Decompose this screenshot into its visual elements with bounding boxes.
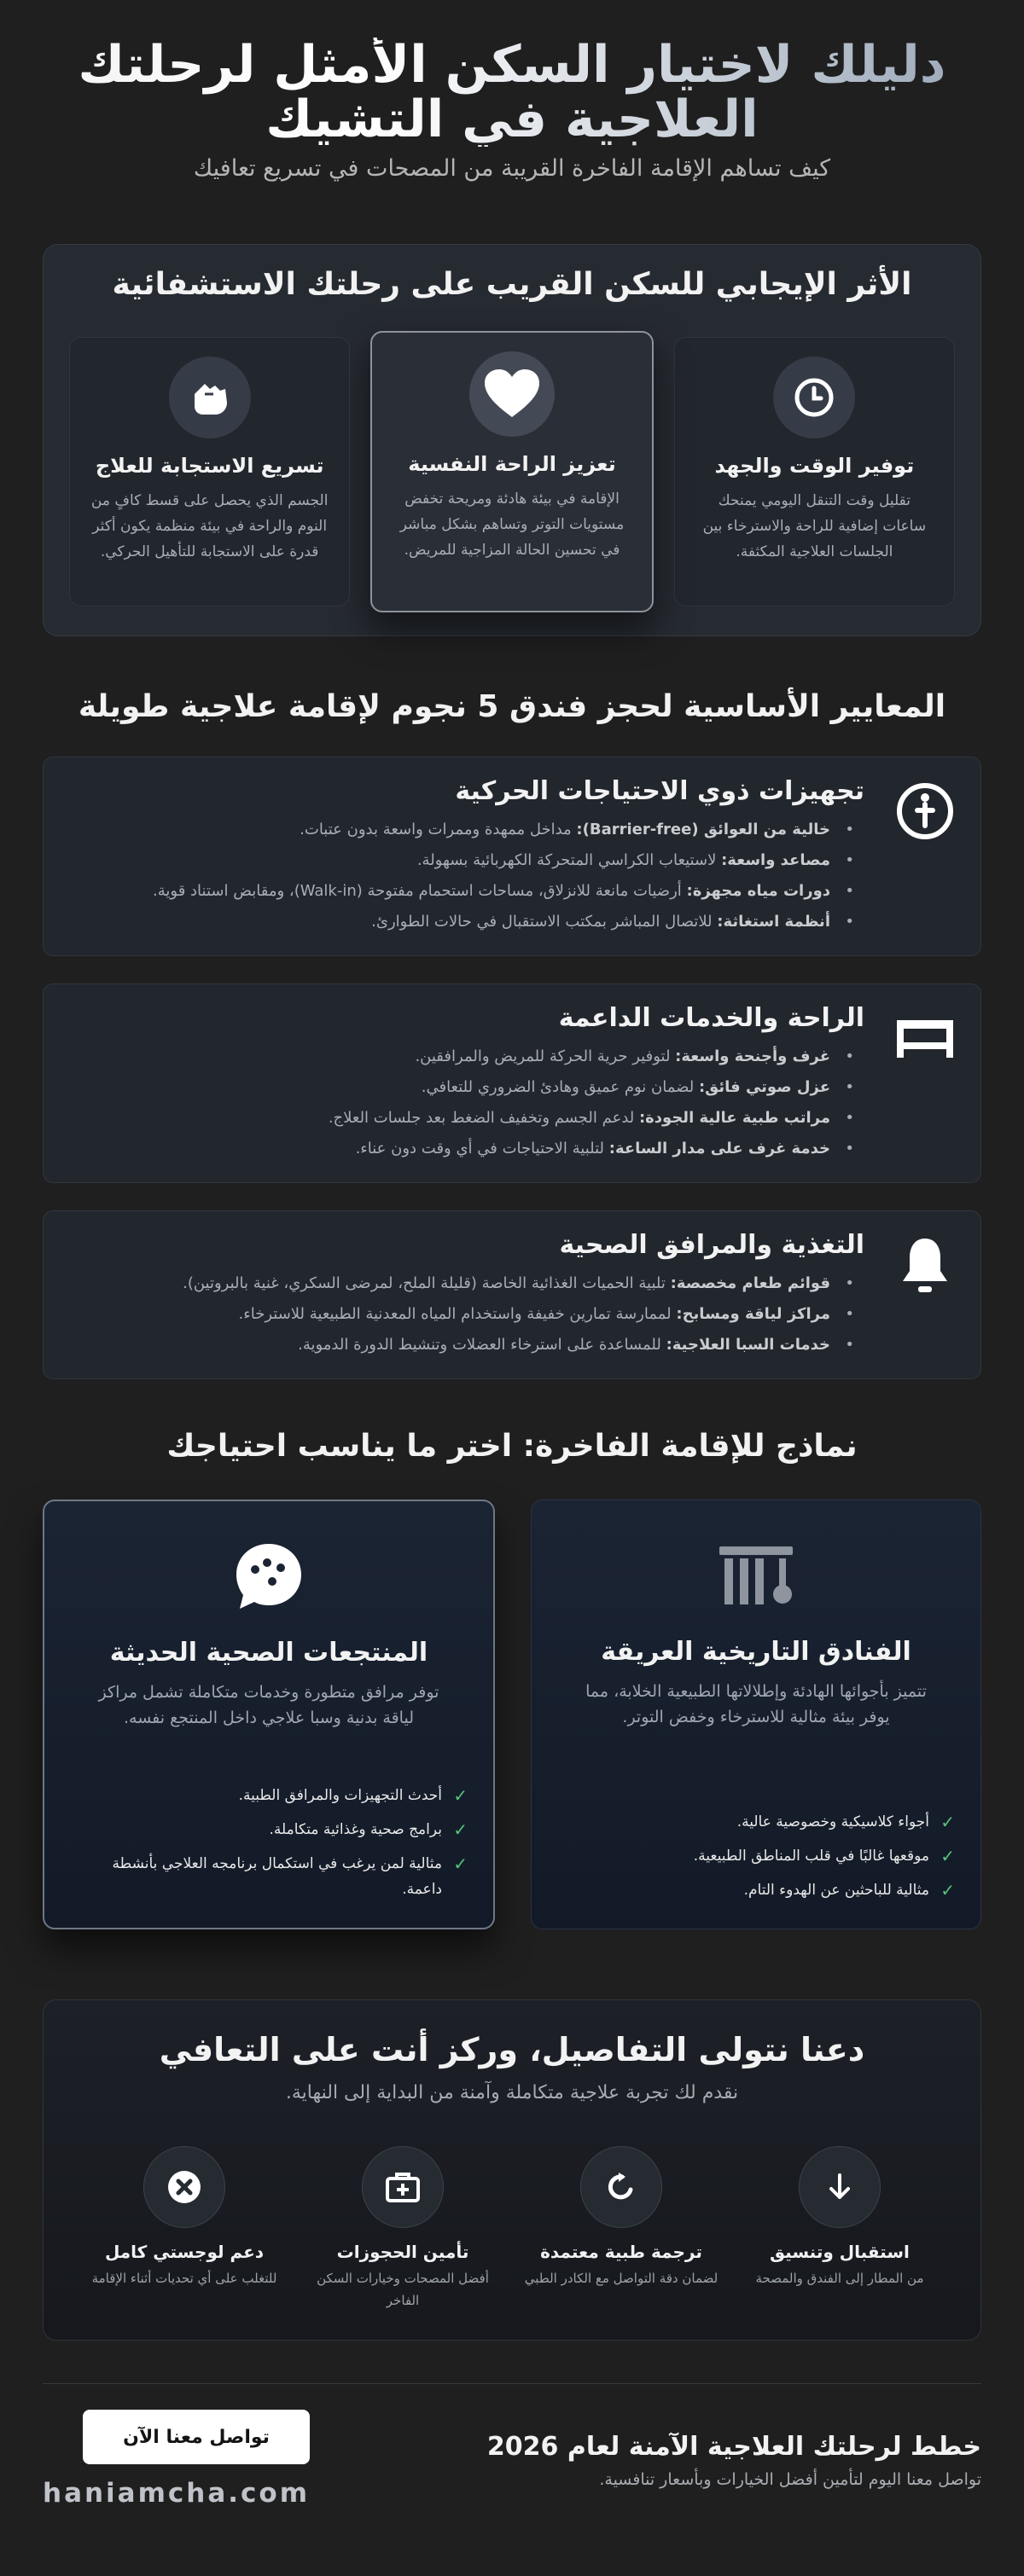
historic-building-icon [713,1533,799,1618]
model-card-text: تتميز بأجوائها الهادئة وإطلالاتها الطبيعية الخلابة، مما يوفر بيئة مثالية للاسترخاء وخفض التوتر. [585,1682,927,1726]
list-item: • عزل صوتي فائق: لضمان نوم عميق وهادئ الضروري للتعافي. [69,1072,854,1103]
service-step-title: دعم لوجستي كامل [104,2242,265,2262]
criteria-title: المعايير الأساسية لحجز فندق 5 نجوم لإقامة علاجية طويلة [78,689,946,724]
impact-card-text: تقليل وقت التنقل اليومي يمنحك ساعات إضافية للراحة والاسترخاء بين الجلسات العلاجية المكثفة. [702,492,927,560]
list-item: ✓ أجواء كلاسيكية وخصوصية عالية. [557,1809,955,1835]
model-feature-list [557,1801,955,1903]
list-item: • دورات مياه مجهزة: أرضيات مانعة للانزلاق، مساحات استحمام مفتوحة (Walk-in)، ومقابض استناد قوية. [69,876,854,907]
impact-card-title: تسريع الاستجابة للعلاج [95,454,324,478]
criteria-card-nutrition [43,1210,981,1379]
arrow-down-icon [799,2146,881,2228]
impact-card-text: الجسم الذي يحصل على قسط كافٍ من النوم والراحة في بيئة منظمة يكون أكثر قدرة على الاستجابة للتأهيل الحركي. [90,492,329,560]
footer-cta-group [43,2410,310,2509]
list-item: • خدمات السبا العلاجية: للمساعدة على استرخاء العضلات وتنشيط الدورة الدموية. [69,1330,854,1361]
list-item: • غرف وأجنحة واسعة: لتوفير حرية الحركة للمريض والمرافقين. [69,1041,854,1072]
service-step-booking [305,2146,501,2312]
impact-cards [69,331,955,612]
model-card-text: توفر مرافق متطورة وخدمات متكاملة تشمل مراكز لياقة بدنية وسبا علاجي داخل المنتجع نفسه. [98,1683,439,1727]
criteria-list [69,815,864,937]
impact-card-response [69,337,350,606]
service-step-text: لضمان دقة التواصل مع الكادر الطبي [524,2271,719,2286]
criteria-card-title: التغذية والمرافق الصحية [559,1230,864,1260]
heart-icon [469,351,555,437]
footer-text [487,2410,981,2489]
model-card-title: المنتجعات الصحية الحديثة [109,1638,428,1668]
criteria-card-title: تجهيزات ذوي الاحتياجات الحركية [455,776,864,806]
criteria-card-title: الراحة والخدمات الداعمة [558,1003,864,1033]
models-title: نماذج للإقامة الفاخرة: اختر ما يناسب احتياجك [166,1429,858,1464]
impact-card-text: الإقامة في بيئة هادئة ومريحة تخفض مستويات التوتر وتساهم بشكل مباشر في تحسين الحالة المزاجية للمريض. [399,490,625,559]
service-title: دعنا نتولى التفاصيل، وركز أنت على التعافي [159,2031,865,2068]
fist-icon [169,357,251,438]
impact-title: الأثر الإيجابي للسكن القريب على رحلتك الاستشفائية [112,267,912,302]
refresh-icon [580,2146,662,2228]
bell-icon [895,1235,955,1295]
list-item: • خدمة غرف على مدار الساعة: لتلبية الاحتياجات في أي وقت دون عناء. [69,1134,854,1164]
footer [43,2384,981,2509]
list-item: • مراكز لياقة ومسابح: لممارسة تمارين خفيفة واستخدام المياه المعدنية الطبيعية للاسترخاء. [69,1299,854,1330]
impact-card-comfort [370,331,653,612]
list-item: • مراتب طبية عالية الجودة: لدعم الجسم وتخفيف الضغط بعد جلسات العلاج. [69,1103,854,1134]
clock-icon [773,357,855,438]
list-item: ✓ مثالية لمن يرغب في استكمال برنامجه العلاجي بأنشطة داعمة. [70,1851,468,1902]
service-step-support [86,2146,282,2312]
impact-card-title: تعزيز الراحة النفسية [408,452,616,476]
list-item: • قوائم طعام مخصصة: تلبية الحميات الغذائية الخاصة (قليلة الملح، لمرضى السكري، غنية بالبروتين). [69,1268,854,1299]
service-step-title: تأمين الحجوزات [336,2242,469,2262]
impact-section [43,244,981,636]
service-step-text: أفضل المصحات وخيارات السكن الفاخر [317,2271,489,2308]
check-icon: ✓ [940,1846,955,1866]
check-icon: ✓ [940,1880,955,1900]
check-icon: ✓ [453,1819,468,1840]
page-subtitle: كيف تساهم الإقامة الفاخرة القريبة من المصحات في تسريع تعافيك [193,155,831,182]
check-icon: ✓ [940,1812,955,1832]
list-item: • خالية من العوائق (Barrier-free): مداخل ممهدة وممرات واسعة بدون عتبات. [69,815,854,845]
service-steps [69,2146,955,2312]
service-step-title: ترجمة طبية معتمدة [540,2242,702,2262]
models-grid [43,1500,981,1929]
criteria-card-comfort [43,983,981,1183]
hero [43,0,981,205]
footer-title: خطط لرحلتك العلاجية الآمنة لعام 2026 [486,2432,981,2462]
impact-card-time [674,337,955,606]
list-item: • مصاعد واسعة: لاستيعاب الكراسي المتحركة الكهربائية بسهولة. [69,845,854,876]
service-step-title: استقبال وتنسيق [770,2242,910,2262]
model-feature-list [70,1774,468,1902]
criteria-list [69,1041,864,1164]
page-title: دليلك لاختيار السكن الأمثل لرحلتك العلاجية في التشيك [43,38,981,147]
footer-subtitle: تواصل معنا اليوم لتأمين أفضل الخيارات وبأسعار تنافسية. [599,2470,981,2489]
medical-kit-icon [362,2146,444,2228]
contact-button[interactable]: تواصل معنا الآن [83,2410,310,2464]
service-section [43,1999,981,2341]
brand-name: haniamcha.com [43,2478,311,2509]
service-step-text: من المطار إلى الفندق والمصحة [755,2271,924,2286]
list-item: ✓ مثالية للباحثين عن الهدوء التام. [557,1877,955,1903]
model-card-title: الفنادق التاريخية العريقة [601,1637,911,1667]
check-icon: ✓ [453,1854,468,1874]
service-step-reception [742,2146,938,2312]
check-icon: ✓ [453,1785,468,1806]
criteria-card-accessibility [43,757,981,956]
list-item: ✓ أحدث التجهيزات والمرافق الطبية. [70,1783,468,1808]
service-subtitle: نقدم لك تجربة علاجية متكاملة وآمنة من البداية إلى النهاية. [285,2082,739,2103]
close-circle-icon [143,2146,225,2228]
model-card-modern [43,1500,495,1929]
list-item: ✓ موقعها غالبًا في قلب المناطق الطبيعية. [557,1843,955,1869]
wheelchair-icon [895,781,955,841]
modern-resort-icon [226,1534,311,1619]
model-card-historic [531,1500,981,1929]
list-item: • أنظمة استغاثة: للاتصال المباشر بمكتب الاستقبال في حالات الطوارئ. [69,907,854,937]
service-step-text: للتغلب على أي تحديات أثناء الإقامة [91,2271,277,2286]
list-item: ✓ برامج صحية وغذائية متكاملة. [70,1817,468,1842]
service-step-translation [523,2146,719,2312]
impact-card-title: توفير الوقت والجهد [714,454,915,478]
criteria-list [69,1268,864,1361]
bed-icon [895,1008,955,1068]
